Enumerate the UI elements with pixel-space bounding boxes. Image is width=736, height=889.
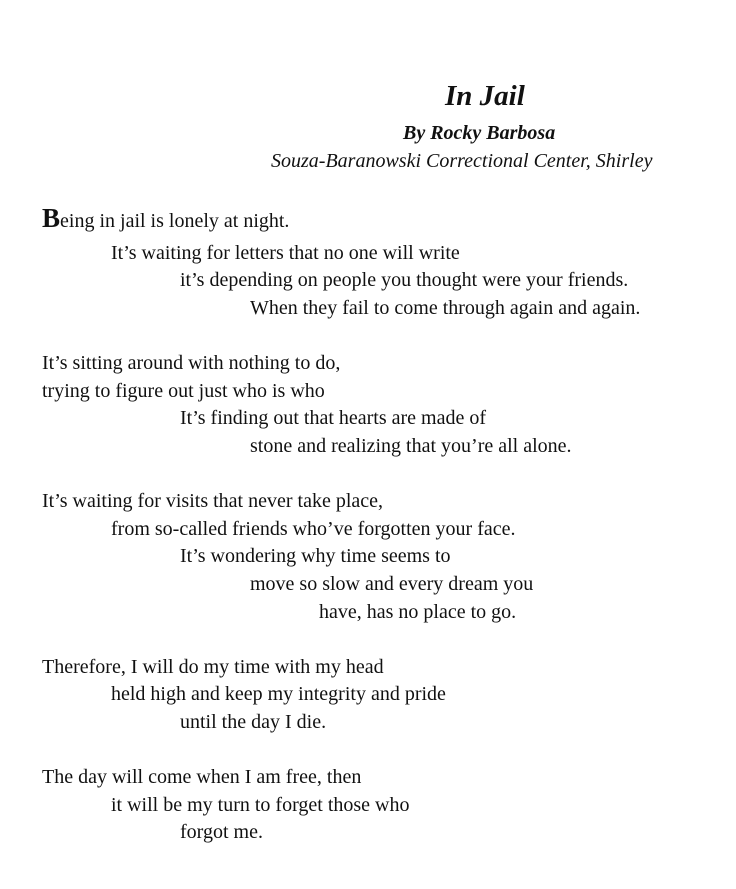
poem-line: move so slow and every dream you — [250, 573, 534, 595]
poem-line: It’s finding out that hearts are made of — [180, 407, 487, 429]
poem-line: from so-called friends who’ve forgotten your face. — [111, 518, 516, 540]
poem-line — [42, 203, 290, 233]
poem-line: Therefore, I will do my time with my head — [42, 656, 384, 678]
poem-line: The day will come when I am free, then — [42, 766, 362, 788]
poem-line: It’s wondering why time seems to — [180, 545, 451, 567]
poem-line: forgot me. — [180, 821, 263, 843]
poem-line: until the day I die. — [180, 711, 327, 733]
drop-cap: B — [42, 203, 61, 233]
poem-line: stone and realizing that you’re all alone. — [250, 435, 572, 457]
poem-title: In Jail — [445, 80, 525, 112]
poem-line: it’s depending on people you thought were your friends. — [180, 269, 629, 291]
poem-line: held high and keep my integrity and pride — [111, 683, 446, 705]
poem-line: it will be my turn to forget those who — [111, 794, 410, 816]
poem-line: have, has no place to go. — [319, 601, 517, 623]
poem-line: When they fail to come through again and again. — [250, 297, 641, 319]
first-line-text: eing in jail is lonely at night. — [60, 210, 290, 232]
poem-author: By Rocky Barbosa — [403, 122, 556, 144]
author-affiliation: Souza-Baranowski Correctional Center, Shirley — [271, 150, 653, 172]
poem-line: It’s waiting for visits that never take place, — [42, 490, 384, 512]
poem-line: It’s waiting for letters that no one will write — [111, 242, 460, 264]
poem-line: It’s sitting around with nothing to do, — [42, 352, 341, 374]
poem-line: trying to figure out just who is who — [42, 380, 325, 402]
